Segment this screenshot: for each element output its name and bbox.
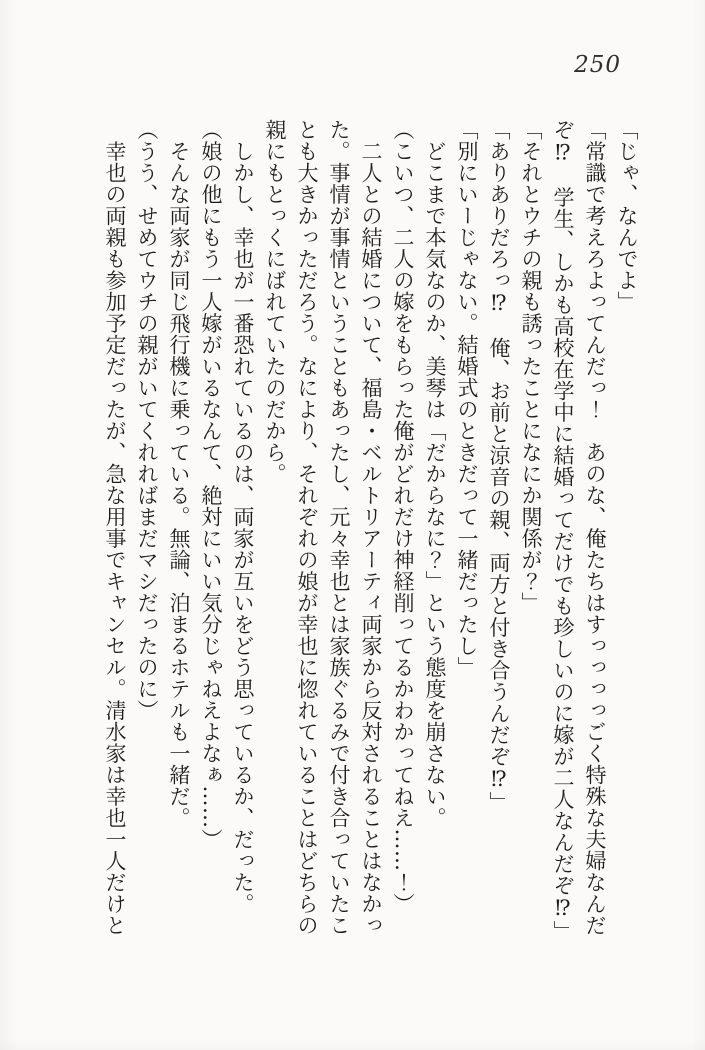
text-line: どこまで本気なのか、美琴は「だからなに？」という態度を崩さない。 (423, 119, 447, 829)
text-line: とも大きかっただろう。なにより、それぞれの娘が幸也に惚れていることはどちらの (295, 119, 319, 936)
text-line: 二人との結婚について、福島・ベルトリアーティ両家から反対されることはなかっ (359, 119, 383, 936)
text-line: 「別にいーじゃない。結婚式のときだって一緒だったし」 (455, 119, 479, 678)
text-line: た。事情が事情ということもあったし、元々幸也とは家族ぐるみで付き合っていたこ (327, 119, 351, 936)
text-line: 親にもとっくにばれていたのだから。 (263, 119, 287, 485)
text-line: ぞ⁉ 学生、しかも高校在学中に結婚ってだけでも珍しいのに嫁が二人なんだぞ⁉」 (551, 119, 575, 942)
text-line: 「ありありだろっ⁉ 俺、お前と涼音の親、両方と付き合うんだぞ⁉」 (487, 119, 511, 813)
novel-text-block (99, 119, 643, 947)
text-line: そんな両家が同じ飛行機に乗っている。無論、泊まるホテルも一緒だ。 (167, 119, 191, 829)
text-line: （娘の他にもう一人嫁がいるなんて、絶対にいい気分じゃねえよなぁ……） (199, 119, 223, 850)
text-line: しかし、幸也が一番恐れているのは、両家が互いをどう思っているか、だった。 (231, 119, 255, 915)
text-line: 幸也の両親も参加予定だったが、急な用事でキャンセル。清水家は幸也一人だけと (103, 119, 127, 936)
text-line: 「それとウチの親も誘ったことになにか関係が？」 (519, 119, 543, 614)
text-line: （うう、せめてウチの親がいてくれればまだマシだったのに） (135, 119, 159, 721)
text-line: 「常識で考えろよってんだっ！ あのな、俺たちはすっっっっごく特殊な夫婦なんだ (583, 119, 607, 936)
page-number: 250 (574, 52, 621, 78)
text-line: 「じゃ、なんでよ」 (615, 119, 639, 313)
text-line: （こいつ、二人の嫁をもらった俺がどれだけ神経削ってるかわかってねえ……！） (391, 119, 415, 915)
